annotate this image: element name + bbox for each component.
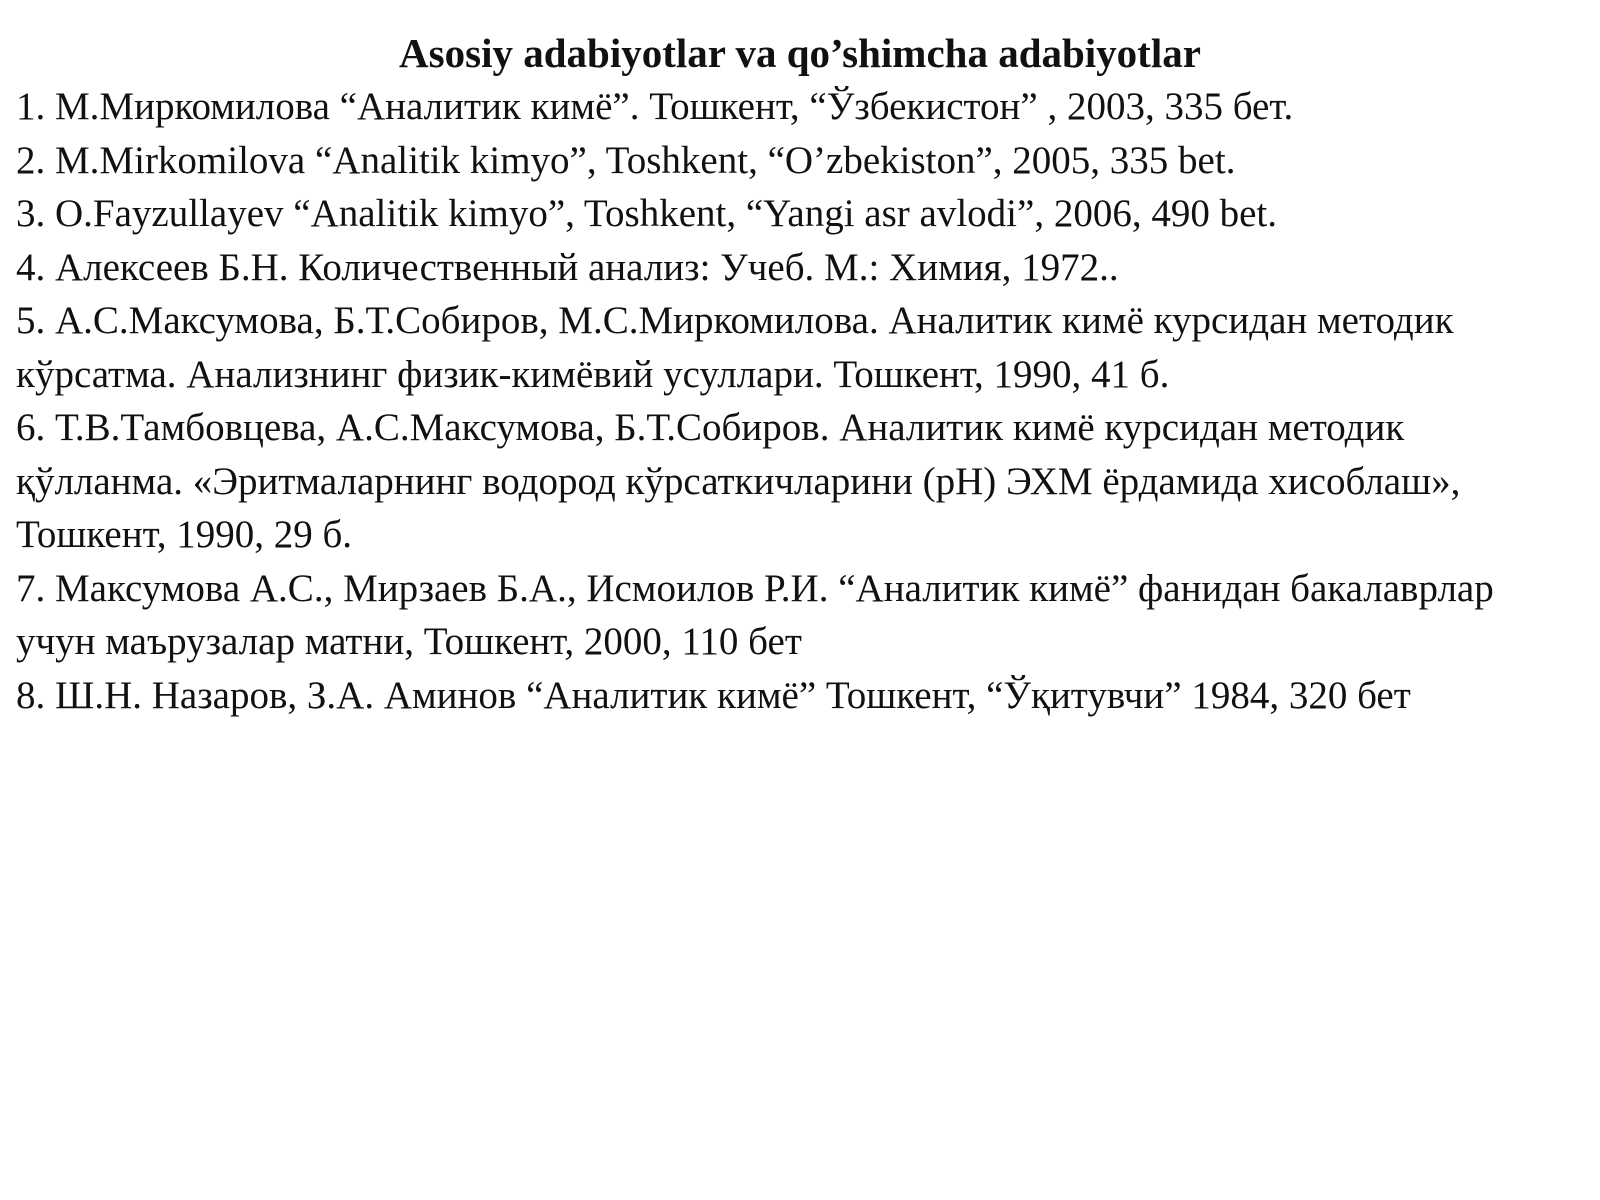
reference-item: 2. M.Mirkomilova “Analitik kimyo”, Toshkent, “O’zbekiston”, 2005, 335 bet. <box>16 138 1236 182</box>
reference-list <box>16 80 1576 722</box>
reference-item: 4. Алексеев Б.Н. Количественный анализ: Учеб. М.: Химия, 1972.. <box>16 245 1119 289</box>
page-title: Asosiy adabiyotlar va qo’shimcha adabiyotlar <box>399 30 1201 76</box>
reference-item: 3. O.Fayzullayev “Analitik kimyo”, Toshkent, “Yangi asr avlodi”, 2006, 490 bet. <box>16 192 1277 235</box>
reference-item: 8. Ш.Н. Назаров, З.А. Аминов “Аналитик кимё” Тошкент, “Ўқитувчи” 1984, 320 бет <box>16 673 1411 717</box>
reference-item: 5. А.С.Максумова, Б.Т.Собиров, М.С.Миркомилова. Аналитик кимё курсидан методик кўрсатма. Анализнинг физик-кимёвий усуллари. Тошкент, 1990, 41 б. <box>16 299 1454 396</box>
reference-item: 7. Максумова А.С., Мирзаев Б.А., Исмоилов Р.И. “Аналитик кимё” фанидан бакалаврлар учун маърузалар матни, Тошкент, 2000, 110 бет <box>16 566 1494 663</box>
reference-item: 6. Т.В.Тамбовцева, А.С.Максумова, Б.Т.Собиров. Аналитик кимё курсидан методик қўлланма. «Эритмаларнинг водород кўрсаткичларини (рН) ЭХМ ёрдамида хисоблаш», Тошкент, 1990, 29 б. <box>16 406 1461 556</box>
reference-item: 1. М.Миркомилова “Аналитик кимё”. Тошкент, “Ўзбекистон” , 2003, 335 бет. <box>16 85 1294 128</box>
